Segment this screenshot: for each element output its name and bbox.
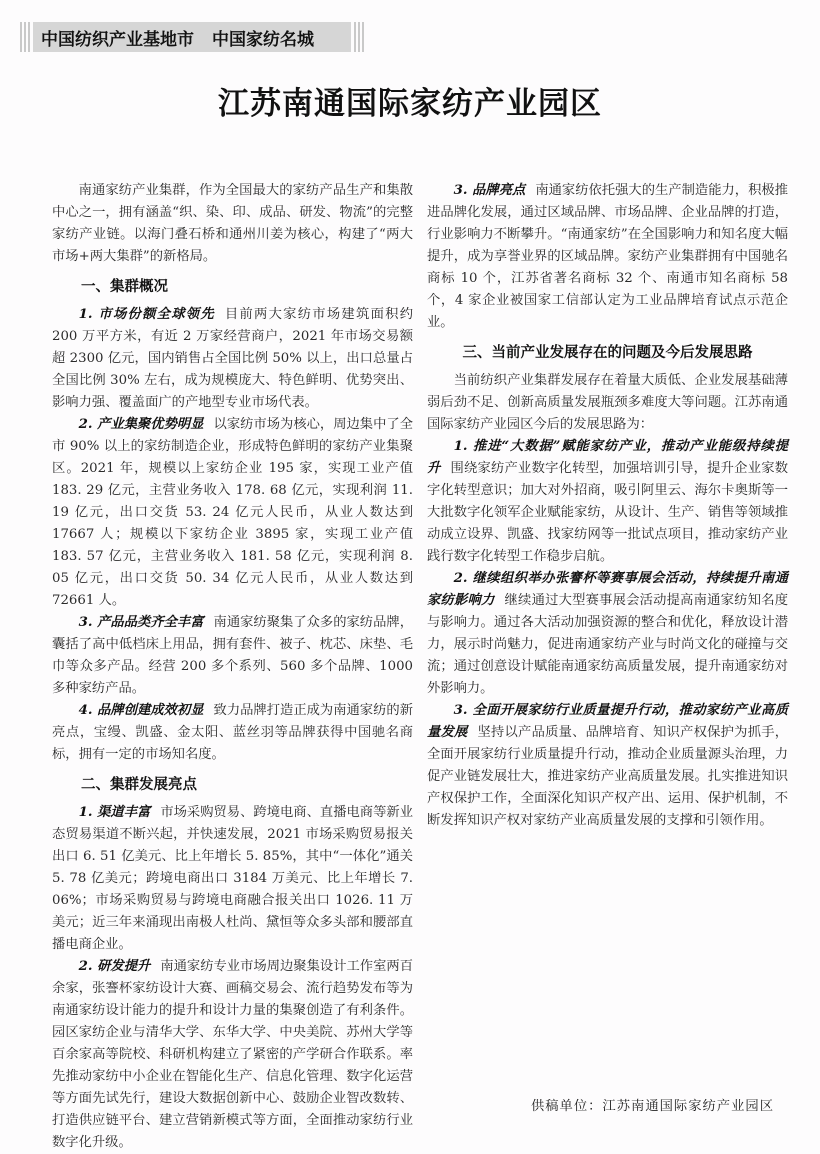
paragraph-text: 继续通过大型赛事展会活动提高南通家纺知名度与影响力。通过各大活动加强资源的整合和优化，释放设计潜力，展示时尚魅力，促进南通家纺产业与时尚文化的碰撞与交流；通过创意设计赋能南通家纺高质量发展，提升南通家纺对外影响力。 [427, 593, 789, 696]
banner-left-text: 中国纺织产业基地市 [41, 29, 194, 50]
paragraph-text: 坚持以产品质量、品牌培育、知识产权保护为抓手，全面开展家纺行业质量提升行动，推动企业质量源头治理，力促产业链发展壮大，推进家纺产业高质量发展。扎实推进知识产权保护工作，全面深化知识产权产出、运用、保护机制，不断发挥知识产权对家纺产业高质量发展的支撑和引领作用。 [427, 725, 789, 828]
page-title: 江苏南通国际家纺产业园区 [218, 86, 602, 122]
header-banner [20, 22, 364, 52]
paragraph [52, 802, 413, 956]
paragraph-text: 南通家纺聚集了众多的家纺品牌，囊括了高中低档床上用品，拥有套件、被子、枕芯、床垫、毛巾等众多产品。经营 200 多个系列、560 多个品牌、1000 多种家纺产品。 [52, 615, 414, 696]
paragraph-lead: 3. 全面开展家纺行业质量提升行动，推动家纺产业高质量发展 [427, 703, 788, 740]
paragraph-text: 以家纺市场为核心，周边集中了全市 90% 以上的家纺制造企业，形成特色鲜明的家纺产业集聚区。2021 年，规模以上家纺企业 195 家，实现工业产值 183. 29 亿元，主营业务收入 178. 68 亿元，实现利润 11. 19 亿元，出口交货 53. 24 亿元人民币，从业人数达到 17667 人；规模以下家纺企业 3895 家，实现工业产值 183. 57 亿元，主营业务收入 181. 58 亿元，实现利润 8. 05 亿元，出口交货 50. 34 亿元人民币，从业人数达到 72661 人。 [52, 417, 414, 608]
paragraph [427, 180, 788, 334]
paragraph-text: 围绕家纺产业数字化转型，加强培训引导，提升企业家数字化转型意识；加大对外招商，吸引阿里云、海尔卡奥斯等一大批数字化领军企业赋能家纺，从设计、生产、销售等领域推动成立设界、凯盛、找家纺网等一批试点项目，推动家纺产业践行数字化转型工作稳步启航。 [427, 461, 789, 564]
paragraph-lead: 1. 市场份额全球领先 [78, 307, 215, 322]
paragraph [427, 700, 788, 832]
paragraph [52, 304, 413, 414]
paragraph-lead: 2. 研发提升 [78, 959, 151, 974]
banner-box [33, 22, 351, 52]
paragraph-text: 南通家纺专业市场周边聚集设计工作室两百余家，张謇杯家纺设计大赛、画稿交易会、流行趋势发布等为南通家纺设计能力的提升和设计力量的集聚创造了有利条件。园区家纺企业与清华大学、东华大学、中央美院、苏州大学等百余家高等院校、科研机构建立了紧密的产学研合作联系。率先推动家纺中小企业在智能化生产、信息化管理、数字化运营等方面先试先行，建设大数据创新中心、鼓励企业智改数转、打造供应链平台、建立营销新模式等方面，全面推动家纺行业数字化升级。 [52, 959, 414, 1150]
section-2-heading: 二、集群发展亮点 [81, 777, 197, 793]
column-right [427, 180, 788, 832]
paragraph [52, 414, 413, 612]
paragraph-text: 市场采购贸易、跨境电商、直播电商等新业态贸易渠道不断兴起，并快速发展，2021 市场采购贸易报关出口 6. 51 亿美元、比上年增长 5. 85%，其中“一体化”通关 5. 78 亿美元；跨境电商出口 3184 万美元、比上年增长 7. 06%；市场采购贸易与跨境电商融合报关出口 1026. 11 万美元；近三年来涌现出南极人杜尚、黛恒等众多头部和腰部直播电商企业。 [52, 805, 414, 952]
section-3-heading: 三、当前产业发展存在的问题及今后发展思路 [462, 345, 753, 361]
section-1-heading: 一、集群概况 [81, 279, 168, 295]
paragraph [52, 612, 413, 700]
column-left [52, 180, 413, 1154]
section-3-intro: 当前纺织产业集群发展存在着量大质低、企业发展基础薄弱后劲不足、创新高质量发展瓶颈多难度大等问题。江苏南通国际家纺产业园区今后的发展思路为： [427, 373, 788, 432]
paragraph-lead: 3. 产品品类齐全丰富 [78, 615, 204, 630]
banner-stripes-right [354, 22, 364, 52]
paragraph [52, 956, 413, 1154]
intro-paragraph: 南通家纺产业集群，作为全国最大的家纺产品生产和集散中心之一，拥有涵盖“织、染、印、成品、研发、物流”的完整家纺产业链。以海门叠石桥和通州川姜为核心，构建了“两大市场+两大集群”的新格局。 [52, 183, 413, 264]
paragraph-text: 南通家纺依托强大的生产制造能力，积极推进品牌化发展，通过区域品牌、市场品牌、企业品牌的打造，行业影响力不断攀升。“南通家纺”在全国影响力和知名度大幅提升，成为享誉业界的区域品牌。家纺产业集群拥有中国驰名商标 10 个，江苏省著名商标 32 个、南通市知名商标 58 个，4 家企业被国家工信部认定为工业品牌培育试点示范企业。 [427, 183, 789, 330]
paragraph [427, 436, 788, 568]
paragraph-lead: 2. 产业集聚优势明显 [78, 417, 204, 432]
paragraph-text: 目前两大家纺市场建筑面积约 200 万平方米，有近 2 万家经营商户，2021 年市场交易额超 2300 亿元，国内销售占全国比例 50% 以上，出口总量占全国比例 30% 左右，成为规模庞大、特色鲜明、优势突出、影响力强、覆盖面广的产地型专业市场代表。 [52, 307, 413, 410]
banner-right-text: 中国家纺名城 [212, 29, 314, 50]
credit-line: 供稿单位：江苏南通国际家纺产业园区 [530, 1099, 774, 1114]
paragraph-lead: 2. 继续组织举办张謇杯等赛事展会活动，持续提升南通家纺影响力 [427, 571, 788, 608]
paragraph [52, 700, 413, 766]
paragraph-text: 致力品牌打造正成为南通家纺的新亮点，宝缦、凯盛、金太阳、蓝丝羽等品牌获得中国驰名商标，拥有一定的市场知名度。 [52, 703, 414, 762]
paragraph-lead: 1. 渠道丰富 [78, 805, 151, 820]
paragraph-lead: 4. 品牌创建成效初显 [78, 703, 204, 718]
paragraph [427, 568, 788, 700]
banner-stripes-left [20, 22, 30, 52]
paragraph-lead: 3. 品牌亮点 [453, 183, 526, 198]
paragraph-lead: 1. 推进“大数据”赋能家纺产业，推动产业能级持续提升 [427, 439, 788, 476]
